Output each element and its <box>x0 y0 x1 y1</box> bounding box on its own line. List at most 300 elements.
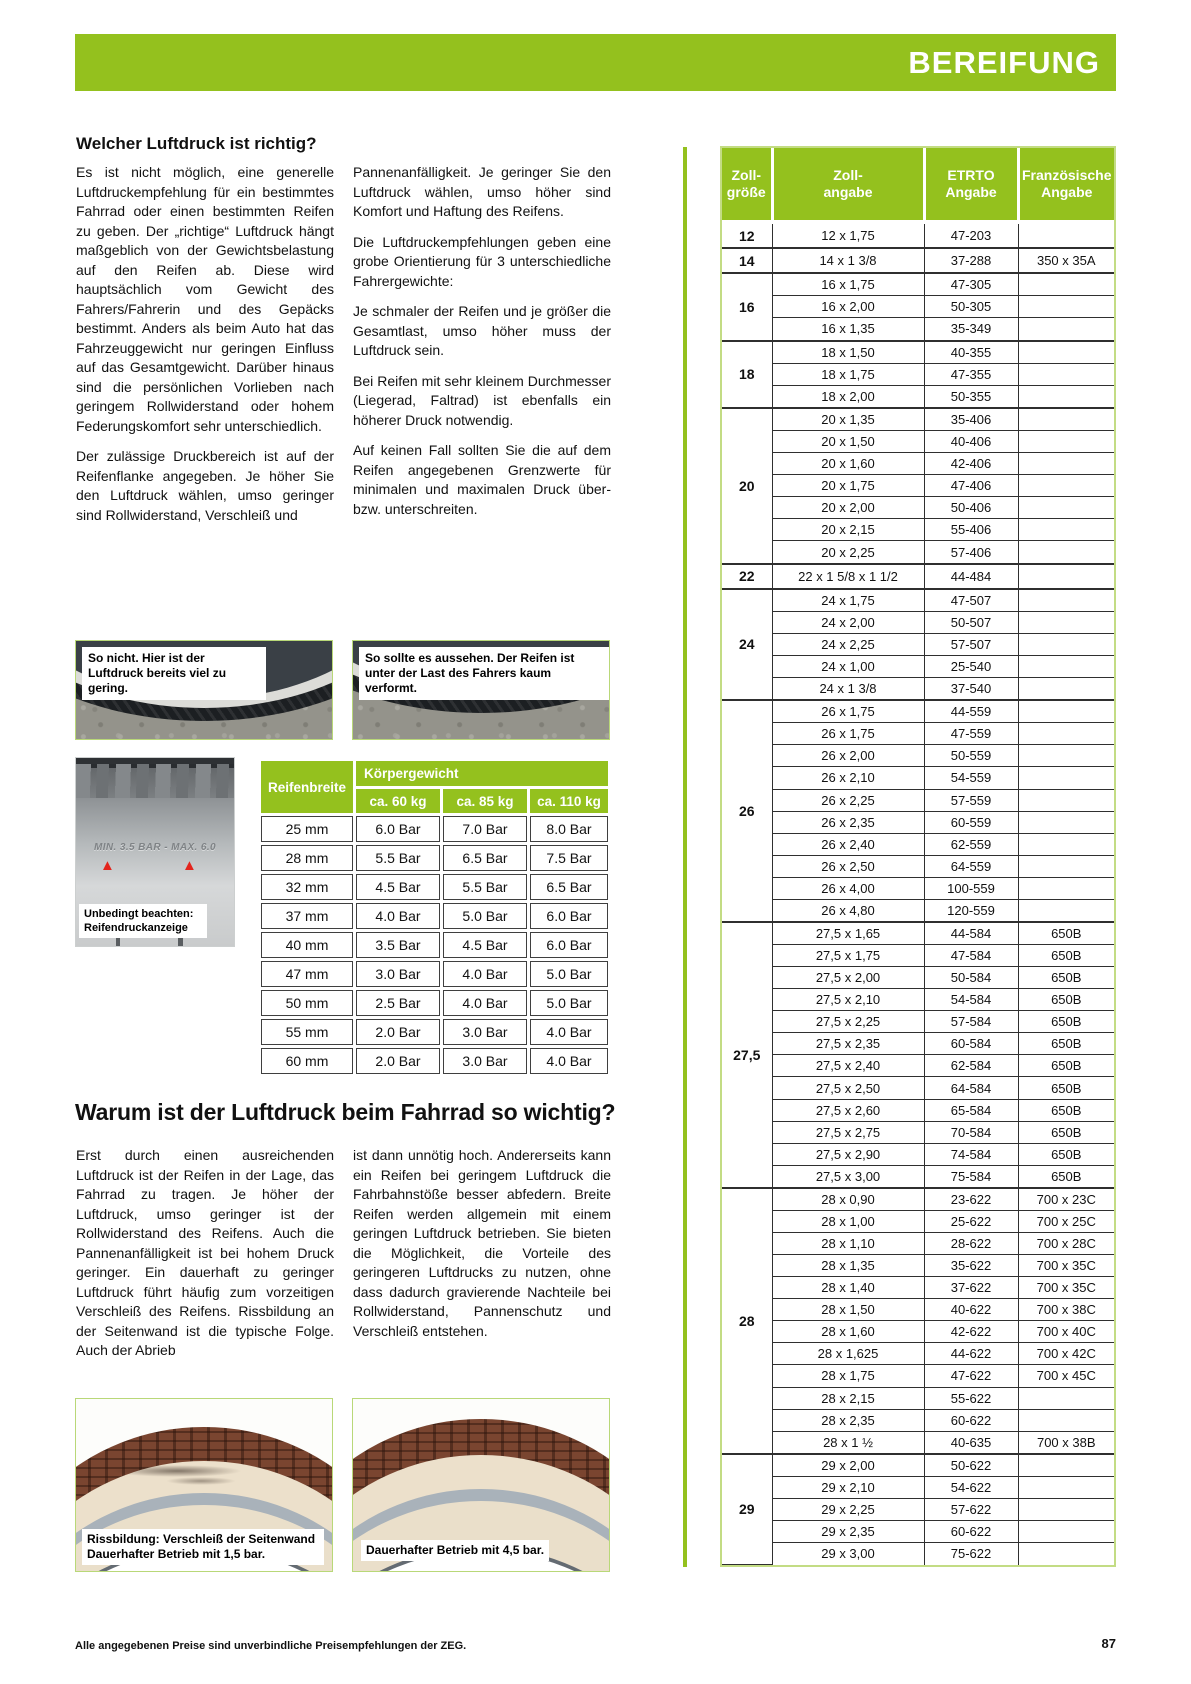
size-cell-value: 27,5 x 2,00 <box>772 967 924 989</box>
size-cell-value: 27,5 x 1,75 <box>772 945 924 967</box>
size-table-row <box>722 945 1114 967</box>
size-cell-value: 26 x 1,75 <box>772 700 924 723</box>
size-cell-value: 37-540 <box>924 677 1018 700</box>
size-cell-value: 64-559 <box>924 855 1018 877</box>
pressure-cell: 2.5 Bar <box>356 990 440 1016</box>
size-group-cell: 27,5 <box>722 922 772 1188</box>
column-header-85kg: ca. 85 kg <box>443 789 527 813</box>
size-cell-value: 28 x 1,75 <box>772 1365 924 1387</box>
size-table-row <box>722 1454 1114 1477</box>
size-group-cell: 18 <box>722 341 772 409</box>
size-table-row <box>722 899 1114 922</box>
size-cell-value: 54-584 <box>924 989 1018 1011</box>
size-cell-value <box>1018 789 1114 811</box>
pressure-cell: 4.5 Bar <box>356 874 440 900</box>
caption-line: Rissbildung: Verschleiß der Seitenwand <box>87 1532 316 1546</box>
crack-marks <box>166 1477 236 1485</box>
photo-caption: So nicht. Hier ist der Luftdruck bereits viel zu gering. <box>82 647 266 700</box>
size-table-row <box>722 811 1114 833</box>
pressure-cell: 4.0 Bar <box>443 990 527 1016</box>
size-cell-value: 47-305 <box>924 273 1018 296</box>
text-column-1 <box>76 163 334 536</box>
header-line: Zoll- <box>731 167 762 183</box>
photo-correct-tire <box>352 640 610 740</box>
size-table-row <box>722 767 1114 789</box>
section2-heading: Warum ist der Luftdruck beim Fahrrad so wichtig? <box>75 1099 616 1125</box>
pressure-table-row <box>261 961 608 987</box>
size-cell-value <box>1018 1521 1114 1543</box>
size-cell-value: 26 x 2,35 <box>772 811 924 833</box>
pressure-table-body <box>261 816 608 1074</box>
size-cell-value: 28-622 <box>924 1233 1018 1255</box>
size-cell-value: 120-559 <box>924 899 1018 922</box>
size-cell-value: 20 x 2,15 <box>772 519 924 541</box>
size-cell-value: 57-584 <box>924 1011 1018 1033</box>
size-cell-value: 28 x 1,50 <box>772 1299 924 1321</box>
pressure-cell: 2.0 Bar <box>356 1048 440 1074</box>
size-cell-value: 26 x 2,10 <box>772 767 924 789</box>
size-group-cell: 22 <box>722 564 772 589</box>
paragraph: Bei Reifen mit sehr kleinem Durchmesser (Liegerad, Faltrad) ist ebenfalls ein höherer Druck notwendig. <box>353 372 611 428</box>
size-cell-value: 28 x 1,35 <box>772 1255 924 1277</box>
size-cell-value: 24 x 1 3/8 <box>772 677 924 700</box>
size-table-row <box>722 1477 1114 1499</box>
paragraph: Pannenanfälligkeit. Je geringer Sie den Luftdruck wählen, umso höher sind Komfort und Haftung des Reifens. <box>353 164 611 219</box>
size-table-row <box>722 723 1114 745</box>
size-table-row <box>722 453 1114 475</box>
paragraph: Je schmaler der Reifen und je größer die Gesamtlast, umso höher muss der Luftdruck sein. <box>353 303 611 358</box>
size-cell-value: 28 x 2,15 <box>772 1387 924 1409</box>
pressure-table-row <box>261 874 608 900</box>
size-cell-value: 29 x 2,25 <box>772 1499 924 1521</box>
size-cell-value <box>1018 611 1114 633</box>
size-table-row <box>722 1499 1114 1521</box>
size-cell-value: 50-584 <box>924 967 1018 989</box>
pressure-table-row <box>261 903 608 929</box>
size-table-row <box>722 611 1114 633</box>
size-table-row <box>722 541 1114 564</box>
size-table-row <box>722 318 1114 341</box>
size-cell-value: 100-559 <box>924 877 1018 899</box>
size-cell-value <box>1018 855 1114 877</box>
size-table-row <box>722 745 1114 767</box>
size-table-wrap <box>720 146 1116 1567</box>
size-cell-value <box>1018 811 1114 833</box>
pressure-cell: 6.5 Bar <box>530 874 608 900</box>
size-cell-value: 650B <box>1018 922 1114 945</box>
size-table-row <box>722 1121 1114 1143</box>
size-cell-value: 40-355 <box>924 341 1018 364</box>
size-cell-value: 29 x 2,35 <box>772 1521 924 1543</box>
size-cell-value: 700 x 45C <box>1018 1365 1114 1387</box>
size-cell-value: 70-584 <box>924 1121 1018 1143</box>
pressure-table-row <box>261 932 608 958</box>
size-cell-value: 27,5 x 2,35 <box>772 1033 924 1055</box>
size-table-row <box>722 1431 1114 1454</box>
size-cell-value: 18 x 1,50 <box>772 341 924 364</box>
pressure-cell: 2.0 Bar <box>356 1019 440 1045</box>
size-cell-value: 20 x 1,35 <box>772 408 924 431</box>
size-cell-value: 37-288 <box>924 248 1018 273</box>
size-group-cell: 24 <box>722 589 772 701</box>
pressure-cell: 6.0 Bar <box>356 816 440 842</box>
photo-caption: Unbedingt beachten: Reifendruckanzeige <box>79 904 207 938</box>
size-cell-value: 44-484 <box>924 564 1018 589</box>
size-cell-value: 20 x 2,00 <box>772 497 924 519</box>
size-cell-value: 650B <box>1018 945 1114 967</box>
column-header-zollangabe <box>772 148 924 222</box>
pressure-cell: 7.5 Bar <box>530 845 608 871</box>
size-cell-value: 700 x 25C <box>1018 1211 1114 1233</box>
size-cell-value: 60-559 <box>924 811 1018 833</box>
size-table-row <box>722 248 1114 273</box>
size-table-row <box>722 1211 1114 1233</box>
pressure-cell: 5.0 Bar <box>443 903 527 929</box>
size-cell-value: 40-622 <box>924 1299 1018 1321</box>
size-cell-value <box>1018 833 1114 855</box>
photo-caption <box>82 1529 324 1565</box>
size-table-row <box>722 1165 1114 1188</box>
size-cell-value <box>1018 589 1114 612</box>
pressure-table-row <box>261 990 608 1016</box>
text-column-1 <box>76 1146 334 1372</box>
size-table-row <box>722 1099 1114 1121</box>
column-header-60kg: ca. 60 kg <box>356 789 440 813</box>
photo-healthy-sidewall <box>352 1398 610 1572</box>
size-cell-value: 28 x 2,35 <box>772 1409 924 1431</box>
size-cell-value: 20 x 1,60 <box>772 453 924 475</box>
pressure-cell: 6.0 Bar <box>530 903 608 929</box>
paragraph: ist dann unnötig hoch. Andererseits kann ein Reifen bei geringem Luftdruck die Fahrbahnstöße besser abfedern. Breite Reifen werden allgemein mit einem geringen Luftdruck betrieben. Sie bieten die Möglichkeit, die Vorteile des geringeren Luftdrucks zu nutzen, ohne dass dadurch gravierende Nachteile bei Rollwiderstand, Pannenschutz und Verschleiß entstehen. <box>353 1147 611 1339</box>
size-cell-value <box>1018 677 1114 700</box>
size-table-row <box>722 1543 1114 1565</box>
size-cell-value: 700 x 38C <box>1018 1299 1114 1321</box>
size-cell-value: 26 x 4,80 <box>772 899 924 922</box>
size-group-cell: 29 <box>722 1454 772 1565</box>
size-table-row <box>722 273 1114 296</box>
size-table-row <box>722 564 1114 589</box>
size-table-row <box>722 222 1114 248</box>
size-table-row <box>722 1387 1114 1409</box>
size-cell-value: 700 x 42C <box>1018 1343 1114 1365</box>
size-table-row <box>722 589 1114 612</box>
size-table <box>722 148 1114 1565</box>
pressure-cell: 4.0 Bar <box>530 1019 608 1045</box>
size-table-row <box>722 855 1114 877</box>
size-cell-value: 25-540 <box>924 655 1018 677</box>
pressure-cell: 4.0 Bar <box>443 961 527 987</box>
size-cell-value: 44-559 <box>924 700 1018 723</box>
size-cell-value: 26 x 2,40 <box>772 833 924 855</box>
size-cell-value: 42-406 <box>924 453 1018 475</box>
size-cell-value: 26 x 2,25 <box>772 789 924 811</box>
pressure-cell: 32 mm <box>261 874 353 900</box>
size-table-row <box>722 1077 1114 1099</box>
size-cell-value <box>1018 222 1114 248</box>
size-cell-value: 20 x 1,50 <box>772 431 924 453</box>
paragraph: Erst durch einen ausreichenden Luftdruck ist der Reifen in der Lage, das Fahrrad zu tragen. Je höher der Luftdruck, umso geringer ist der Rollwiderstand des Reifens. Auch die Pannenanfälligkeit ist bei hohem Druck geringer. Ein dauerhaft zu geringer Luftdruck führt häufig zum vorzeitigen Verschleiß des Reifens. Rissbildung an der Seitenwand ist die typische Folge. Auch der Abrieb <box>76 1147 334 1358</box>
size-cell-value: 350 x 35A <box>1018 248 1114 273</box>
size-cell-value <box>1018 273 1114 296</box>
size-cell-value: 54-559 <box>924 767 1018 789</box>
size-cell-value: 27,5 x 2,90 <box>772 1143 924 1165</box>
pressure-cell: 28 mm <box>261 845 353 871</box>
pressure-cell: 37 mm <box>261 903 353 929</box>
size-table-row <box>722 497 1114 519</box>
photo-cracked-sidewall <box>75 1398 333 1572</box>
pressure-cell: 3.0 Bar <box>443 1019 527 1045</box>
size-group-cell: 20 <box>722 408 772 564</box>
size-cell-value: 27,5 x 2,40 <box>772 1055 924 1077</box>
size-cell-value: 24 x 2,25 <box>772 633 924 655</box>
size-cell-value: 60-622 <box>924 1409 1018 1431</box>
size-cell-value: 12 x 1,75 <box>772 222 924 248</box>
size-cell-value: 40-406 <box>924 431 1018 453</box>
pressure-cell: 60 mm <box>261 1048 353 1074</box>
size-table-row <box>722 1055 1114 1077</box>
pressure-cell: 4.0 Bar <box>356 903 440 929</box>
size-cell-value: 28 x 1,40 <box>772 1277 924 1299</box>
size-table-row <box>722 341 1114 364</box>
size-cell-value <box>1018 318 1114 341</box>
pressure-table-row <box>261 845 608 871</box>
size-table-row <box>722 677 1114 700</box>
size-cell-value: 22 x 1 5/8 x 1 1/2 <box>772 564 924 589</box>
paragraph: Der zulässige Druckbereich ist auf der Reifenflanke angegeben. Je höher Sie den Luftdruck wählen, umso geringer sind Rollwiderstand, Verschleiß und <box>76 448 334 523</box>
size-cell-value: 65-584 <box>924 1099 1018 1121</box>
size-cell-value <box>1018 431 1114 453</box>
size-table-row <box>722 922 1114 945</box>
section2-text <box>76 1146 612 1372</box>
size-table-row <box>722 1033 1114 1055</box>
size-cell-value: 700 x 38B <box>1018 1431 1114 1454</box>
photo-caption: Dauerhafter Betrieb mit 4,5 bar. <box>361 1540 549 1561</box>
size-cell-value: 26 x 2,50 <box>772 855 924 877</box>
pressure-table-row <box>261 1019 608 1045</box>
tire-marking-text: MIN. 3.5 BAR - MAX. 6.0 <box>94 842 216 853</box>
pressure-cell: 8.0 Bar <box>530 816 608 842</box>
size-cell-value: 16 x 1,35 <box>772 318 924 341</box>
header-line: größe <box>726 184 766 200</box>
size-cell-value: 650B <box>1018 967 1114 989</box>
size-table-row <box>722 1143 1114 1165</box>
size-cell-value: 64-584 <box>924 1077 1018 1099</box>
size-cell-value: 50-622 <box>924 1454 1018 1477</box>
pressure-cell: 40 mm <box>261 932 353 958</box>
size-cell-value: 57-622 <box>924 1499 1018 1521</box>
size-cell-value <box>1018 1387 1114 1409</box>
size-cell-value: 650B <box>1018 1165 1114 1188</box>
size-table-row <box>722 1011 1114 1033</box>
size-table-row <box>722 519 1114 541</box>
size-cell-value: 700 x 23C <box>1018 1188 1114 1211</box>
size-table-row <box>722 385 1114 408</box>
size-cell-value <box>1018 633 1114 655</box>
pressure-cell: 5.5 Bar <box>443 874 527 900</box>
size-cell-value <box>1018 453 1114 475</box>
size-table-row <box>722 967 1114 989</box>
column-header-zollgroesse <box>722 148 772 222</box>
size-table-row <box>722 989 1114 1011</box>
size-cell-value: 23-622 <box>924 1188 1018 1211</box>
size-table-row <box>722 363 1114 385</box>
size-cell-value: 18 x 1,75 <box>772 363 924 385</box>
size-cell-value: 37-622 <box>924 1277 1018 1299</box>
size-cell-value: 27,5 x 1,65 <box>772 922 924 945</box>
size-cell-value: 650B <box>1018 1033 1114 1055</box>
pressure-table-row <box>261 816 608 842</box>
size-cell-value: 24 x 2,00 <box>772 611 924 633</box>
size-cell-value: 50-559 <box>924 745 1018 767</box>
size-cell-value: 35-622 <box>924 1255 1018 1277</box>
size-cell-value: 47-406 <box>924 475 1018 497</box>
red-triangle-icon: ▲ <box>100 857 115 874</box>
size-group-cell: 16 <box>722 273 772 341</box>
size-table-row <box>722 833 1114 855</box>
size-cell-value: 35-406 <box>924 408 1018 431</box>
size-cell-value: 54-622 <box>924 1477 1018 1499</box>
size-cell-value: 50-507 <box>924 611 1018 633</box>
size-cell-value: 18 x 2,00 <box>772 385 924 408</box>
paragraph: Es ist nicht möglich, eine generelle Luftdruckempfehlung für ein bestimmtes Fahrrad oder einen bestimmten Reifen zu geben. Der „richtige“ Luftdruck hängt maßgeblich von der Gewichtsbelastung auf den Reifen ab. Diese wird hauptsächlich vom Gewicht des Fahrers/Fahrerin und des Gepäcks bestimmt. Anders als beim Auto hat das Fahrzeuggewicht nur geringen Einfluss auf das Gesamtgewicht. Darüber hinaus sind die persönlichen Vorlieben nach geringem Rollwiderstand oder hohem Federungskomfort sehr unterschiedlich. <box>76 164 334 434</box>
size-cell-value: 40-635 <box>924 1431 1018 1454</box>
size-cell-value: 650B <box>1018 1055 1114 1077</box>
size-cell-value: 27,5 x 2,60 <box>772 1099 924 1121</box>
size-cell-value: 700 x 35C <box>1018 1255 1114 1277</box>
size-cell-value: 35-349 <box>924 318 1018 341</box>
size-cell-value <box>1018 363 1114 385</box>
size-cell-value: 28 x 1 ½ <box>772 1431 924 1454</box>
size-cell-value <box>1018 899 1114 922</box>
pressure-table <box>258 758 611 1077</box>
size-cell-value: 650B <box>1018 1143 1114 1165</box>
pressure-cell: 3.0 Bar <box>356 961 440 987</box>
size-cell-value: 29 x 2,10 <box>772 1477 924 1499</box>
size-cell-value <box>1018 564 1114 589</box>
size-cell-value: 20 x 1,75 <box>772 475 924 497</box>
size-cell-value: 50-406 <box>924 497 1018 519</box>
paragraph: Auf keinen Fall sollten Sie die auf dem Reifen angegebenen Grenzwerte für minimalen und maximalen Druck über- bzw. unterschreiten. <box>353 442 611 517</box>
vertical-divider <box>683 147 687 1567</box>
size-table-row <box>722 633 1114 655</box>
tire-tread-blocks <box>76 764 234 798</box>
size-cell-value: 14 x 1 3/8 <box>772 248 924 273</box>
size-cell-value: 62-584 <box>924 1055 1018 1077</box>
pressure-cell: 47 mm <box>261 961 353 987</box>
size-cell-value: 28 x 0,90 <box>772 1188 924 1211</box>
size-table-row <box>722 431 1114 453</box>
size-cell-value: 27,5 x 2,10 <box>772 989 924 1011</box>
size-cell-value: 16 x 2,00 <box>772 296 924 318</box>
size-table-row <box>722 296 1114 318</box>
column-header-koerpergewicht: Körpergewicht <box>356 761 608 786</box>
size-cell-value: 62-559 <box>924 833 1018 855</box>
header-line: Zoll- <box>833 167 863 183</box>
size-cell-value <box>1018 745 1114 767</box>
size-table-row <box>722 1521 1114 1543</box>
size-cell-value: 700 x 40C <box>1018 1321 1114 1343</box>
size-cell-value: 25-622 <box>924 1211 1018 1233</box>
header-line: Angabe <box>1041 184 1093 200</box>
size-cell-value <box>1018 877 1114 899</box>
red-triangle-icon: ▲ <box>182 857 197 874</box>
size-cell-value: 44-584 <box>924 922 1018 945</box>
size-cell-value: 27,5 x 2,25 <box>772 1011 924 1033</box>
size-table-row <box>722 700 1114 723</box>
section1-text <box>76 163 612 536</box>
text-column-2 <box>353 1146 611 1372</box>
size-cell-value: 75-622 <box>924 1543 1018 1565</box>
size-cell-value: 47-507 <box>924 589 1018 612</box>
size-cell-value: 27,5 x 2,50 <box>772 1077 924 1099</box>
page-title: BEREIFUNG <box>908 44 1100 80</box>
size-cell-value <box>1018 385 1114 408</box>
pressure-cell: 3.5 Bar <box>356 932 440 958</box>
size-cell-value: 24 x 1,75 <box>772 589 924 612</box>
size-cell-value <box>1018 1409 1114 1431</box>
size-cell-value: 700 x 28C <box>1018 1233 1114 1255</box>
size-table-row <box>722 1188 1114 1211</box>
size-cell-value: 42-622 <box>924 1321 1018 1343</box>
size-cell-value: 55-622 <box>924 1387 1018 1409</box>
size-cell-value: 27,5 x 3,00 <box>772 1165 924 1188</box>
size-table-row <box>722 1343 1114 1365</box>
size-cell-value <box>1018 700 1114 723</box>
size-cell-value: 16 x 1,75 <box>772 273 924 296</box>
size-table-row <box>722 475 1114 497</box>
size-cell-value: 26 x 2,00 <box>772 745 924 767</box>
size-cell-value: 700 x 35C <box>1018 1277 1114 1299</box>
size-cell-value: 44-622 <box>924 1343 1018 1365</box>
crack-marks <box>112 1465 242 1477</box>
size-cell-value <box>1018 1499 1114 1521</box>
size-cell-value <box>1018 541 1114 564</box>
size-table-row <box>722 877 1114 899</box>
size-group-cell: 12 <box>722 222 772 248</box>
column-header-franzoesisch <box>1018 148 1114 222</box>
size-cell-value: 60-622 <box>924 1521 1018 1543</box>
size-cell-value: 20 x 2,25 <box>772 541 924 564</box>
header-line: angabe <box>823 184 873 200</box>
size-cell-value: 28 x 1,60 <box>772 1321 924 1343</box>
size-table-row <box>722 1299 1114 1321</box>
size-cell-value: 47-584 <box>924 945 1018 967</box>
size-cell-value: 650B <box>1018 1099 1114 1121</box>
photo-underinflated-tire <box>75 640 333 740</box>
page-number: 87 <box>1101 1636 1116 1651</box>
caption-line: Dauerhafter Betrieb mit 1,5 bar. <box>87 1547 266 1561</box>
size-cell-value: 650B <box>1018 1011 1114 1033</box>
size-cell-value: 650B <box>1018 1077 1114 1099</box>
text-column-2 <box>353 163 611 536</box>
pressure-cell: 6.0 Bar <box>530 932 608 958</box>
pressure-cell: 4.5 Bar <box>443 932 527 958</box>
size-table-row <box>722 1255 1114 1277</box>
header-line: Angabe <box>945 184 997 200</box>
size-group-cell: 26 <box>722 700 772 922</box>
size-cell-value: 57-406 <box>924 541 1018 564</box>
size-cell-value: 55-406 <box>924 519 1018 541</box>
size-cell-value <box>1018 519 1114 541</box>
size-cell-value: 47-355 <box>924 363 1018 385</box>
size-cell-value: 47-622 <box>924 1365 1018 1387</box>
column-header-110kg: ca. 110 kg <box>530 789 608 813</box>
size-cell-value <box>1018 723 1114 745</box>
pressure-cell: 5.5 Bar <box>356 845 440 871</box>
size-table-row <box>722 408 1114 431</box>
size-cell-value: 650B <box>1018 1121 1114 1143</box>
header-line: ETRTO <box>947 167 995 183</box>
